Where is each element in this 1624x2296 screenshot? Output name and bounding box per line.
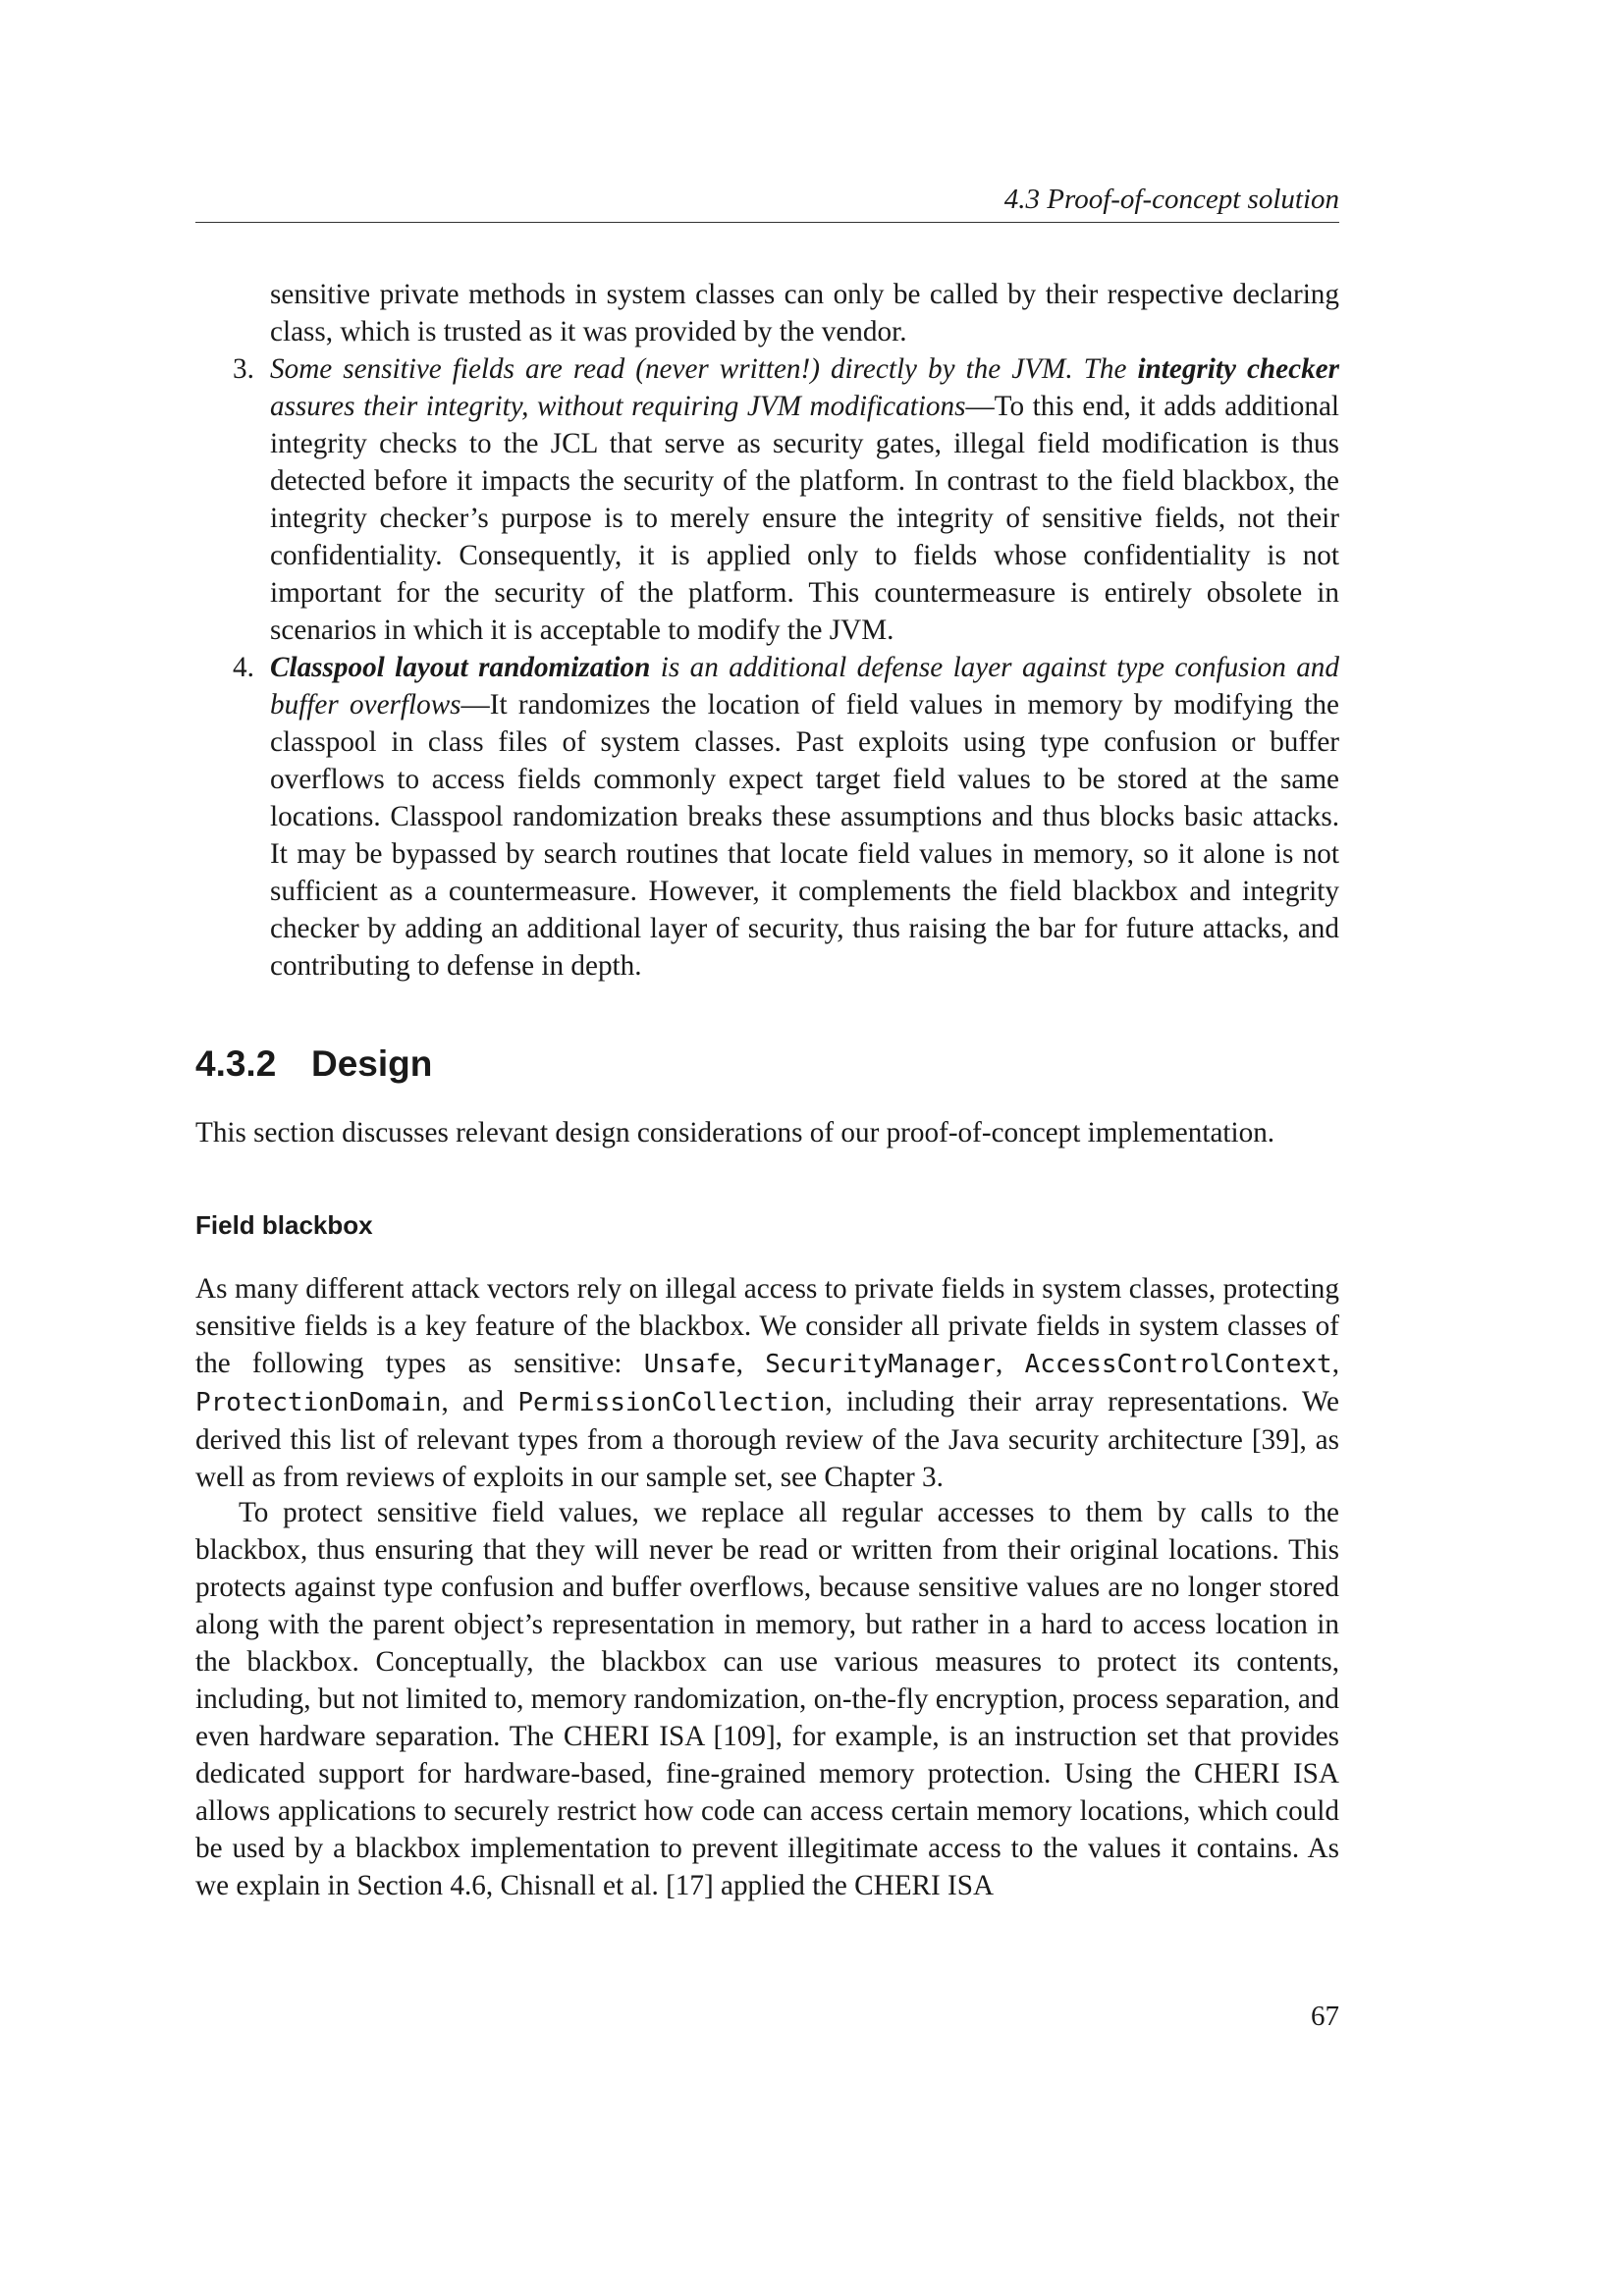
code-type-protection-domain: ProtectionDomain xyxy=(195,1388,442,1417)
list-item-3 xyxy=(233,350,1340,649)
section-intro: This section discusses relevant design considerations of our proof-of-concept implementation. xyxy=(195,1117,1275,1148)
separator: , xyxy=(1331,1348,1339,1379)
code-type-unsafe: Unsafe xyxy=(643,1350,736,1379)
paragraph-text: , including their array representations. We derived this list of relevant types from a thorough review of the Java security architecture [39], as well as from reviews of exploits in our sample set, see Chapter 3. xyxy=(195,1386,1339,1493)
list-continuation-text: sensitive private methods in system classes can only be called by their respective declaring class, which is trusted as it was provided by the vendor. xyxy=(270,279,1339,347)
section-title: Design xyxy=(311,1043,433,1084)
list-item-keyword: Classpool layout randomization xyxy=(270,652,651,683)
section-number: 4.3.2 xyxy=(195,1043,277,1084)
list-item-lead: is an additional defense layer against type confusion and buffer overflows xyxy=(270,652,1339,721)
list-item-text xyxy=(270,350,1339,649)
section-heading xyxy=(195,1042,432,1086)
paragraph-2: To protect sensitive field values, we replace all regular accesses to them by calls to the blackbox, thus ensuring that they will never be read or written from their original locations. This protects against type confusion and buffer overflows, because sensitive values are no longer stored along with the parent object’s representation in memory, but rather in a hard to access location in the blackbox. Conceptually, the blackbox can use various measures to protect its contents, including, but not limited to, memory randomization, on-the-fly encryption, process separation, and even hardware separation. The CHERI ISA [109], for example, is an instruction set that provides dedicated support for hardware-based, fine-grained memory protection. Using the CHERI ISA allows applications to securely restrict how code can access certain memory locations, which could be used by a blackbox implementation to prevent illegitimate access to the values it contains. As we explain in Section 4.6, Chisnall et al. [17] applied the CHERI ISA xyxy=(195,1497,1339,1901)
paragraph-1 xyxy=(195,1270,1339,1496)
subsection-heading: Field blackbox xyxy=(195,1210,373,1240)
paragraph-text: As many different attack vectors rely on illegal access to private fields in system classes, protecting sensitive fields is a key feature of the blackbox. We consider all private fields in system classes of the following types as sensitive: xyxy=(195,1273,1339,1379)
code-type-permission-collection: PermissionCollection xyxy=(517,1388,826,1417)
code-type-access-control-context: AccessControlContext xyxy=(1024,1350,1332,1379)
list-item-number: 3. xyxy=(233,353,254,385)
separator: , xyxy=(996,1348,1025,1379)
list-item-body: —It randomizes the location of field values in memory by modifying the classpool in class files of system classes. Past exploits using type confusion or buffer overflows to access fields commonly expect target field values to be stored at the same locations. Classpool randomization breaks these assumptions and thus blocks basic attacks. It may be bypassed by search routines that locate field values in memory, so it alone is not sufficient as a countermeasure. However, it complements the field blackbox and integrity checker by adding an additional layer of security, thus raising the bar for future attacks, and contributing to defense in depth. xyxy=(270,689,1339,982)
list-item-body: —To this end, it adds additional integrity checks to the JCL that serve as security gates, illegal field modification is thus detected before it impacts the security of the platform. In contrast to the field blackbox, the integrity checker’s purpose is to merely ensure the integrity of sensitive fields, not their confidentiality. Consequently, it is applied only to fields whose confidentiality is not important for the security of the platform. This countermeasure is entirely obsolete in scenarios in which it is acceptable to modify the JVM. xyxy=(270,391,1340,646)
list-item-lead: Some sensitive fields are read (never written!) directly by the JVM. The xyxy=(270,353,1138,385)
list-item-keyword: integrity checker xyxy=(1137,353,1339,385)
separator: , and xyxy=(441,1386,518,1417)
list-item-lead-tail: assures their integrity, without requiring JVM modifications xyxy=(270,391,966,422)
page-number: 67 xyxy=(1311,2001,1339,2032)
separator: , xyxy=(735,1348,766,1379)
list-item-text xyxy=(270,649,1339,985)
code-type-security-manager: SecurityManager xyxy=(765,1350,997,1379)
running-header: 4.3 Proof-of-concept solution xyxy=(1003,184,1339,215)
list-item-number: 4. xyxy=(233,652,254,683)
list-item-4 xyxy=(233,649,1339,985)
header-rule xyxy=(195,222,1339,223)
